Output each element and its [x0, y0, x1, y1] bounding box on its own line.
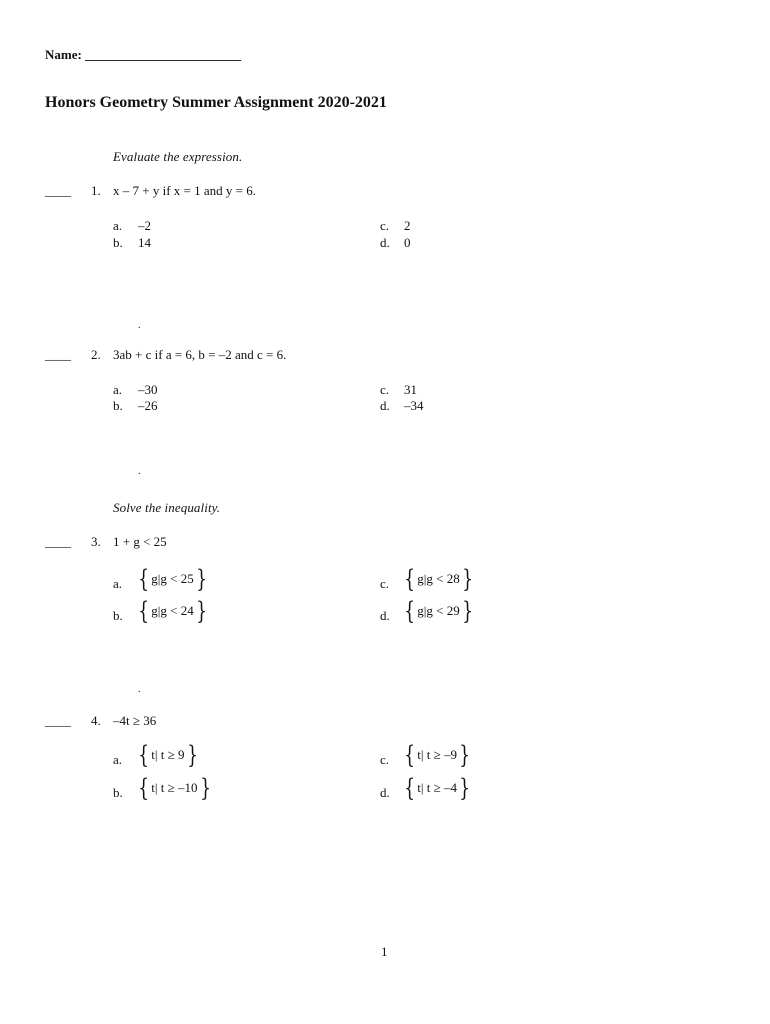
answer-blank: ____ [45, 713, 71, 728]
question-text: 1 + g < 25 [113, 534, 167, 549]
option-letter: a. [113, 218, 123, 233]
left-brace: { [138, 565, 149, 593]
right-brace: } [196, 565, 207, 593]
question-number: 3. [91, 534, 101, 549]
option-value: 2 [404, 218, 411, 233]
right-brace: } [459, 741, 470, 769]
set-notation [136, 599, 209, 623]
separator-dot: . [138, 466, 141, 477]
option-letter: b. [113, 608, 123, 623]
left-brace: { [138, 597, 149, 625]
option-value: g|g < 25 [151, 571, 194, 586]
option-value: t| t ≥ 9 [151, 747, 185, 762]
set-notation [136, 776, 213, 800]
option-letter: c. [380, 382, 390, 397]
question-number: 2. [91, 347, 101, 362]
question-number: 1. [91, 183, 101, 198]
option-letter: c. [380, 218, 390, 233]
option-value: t| t ≥ –9 [417, 747, 457, 762]
left-brace: { [404, 774, 415, 802]
option-value: –34 [404, 398, 424, 413]
page-number: 1 [381, 944, 388, 959]
left-brace: { [138, 741, 149, 769]
option-letter: b. [113, 235, 123, 250]
right-brace: } [462, 597, 473, 625]
question-text: x – 7 + y if x = 1 and y = 6. [113, 183, 256, 198]
left-brace: { [138, 774, 149, 802]
left-brace: { [404, 597, 415, 625]
set-notation [402, 776, 472, 800]
option-letter: a. [113, 576, 123, 591]
option-letter: c. [380, 752, 390, 767]
section-instruction: Evaluate the expression. [113, 149, 243, 164]
question-number: 4. [91, 713, 101, 728]
answer-blank: ____ [45, 347, 71, 362]
option-value: –26 [138, 398, 158, 413]
set-notation [402, 743, 472, 767]
option-letter: b. [113, 398, 123, 413]
answer-blank: ____ [45, 534, 71, 549]
option-value: g|g < 28 [417, 571, 460, 586]
option-letter: d. [380, 398, 390, 413]
separator-dot: . [138, 684, 141, 695]
option-letter: d. [380, 608, 390, 623]
option-letter: d. [380, 235, 390, 250]
option-value: –30 [138, 382, 158, 397]
option-letter: c. [380, 576, 390, 591]
page-title: Honors Geometry Summer Assignment 2020-2021 [45, 94, 387, 111]
option-value: 31 [404, 382, 417, 397]
option-letter: b. [113, 785, 123, 800]
name-field-label: Name: ________________________ [45, 47, 242, 62]
set-notation [136, 567, 209, 591]
separator-dot: . [138, 320, 141, 331]
right-brace: } [462, 565, 473, 593]
set-notation [402, 567, 475, 591]
option-value: g|g < 29 [417, 603, 460, 618]
option-letter: d. [380, 785, 390, 800]
option-value: t| t ≥ –10 [151, 780, 198, 795]
option-value: g|g < 24 [151, 603, 194, 618]
question-text: 3ab + c if a = 6, b = –2 and c = 6. [113, 347, 287, 362]
set-notation [402, 599, 475, 623]
section-instruction: Solve the inequality. [113, 500, 221, 515]
answer-blank: ____ [45, 183, 71, 198]
right-brace: } [199, 774, 211, 802]
option-letter: a. [113, 382, 123, 397]
set-notation [136, 743, 200, 767]
option-value: –2 [138, 218, 151, 233]
option-value: 14 [138, 235, 151, 250]
right-brace: } [186, 741, 198, 769]
right-brace: } [459, 774, 470, 802]
left-brace: { [404, 565, 415, 593]
left-brace: { [404, 741, 415, 769]
option-value: t| t ≥ –4 [417, 780, 457, 795]
right-brace: } [196, 597, 207, 625]
option-letter: a. [113, 752, 123, 767]
question-text: –4t ≥ 36 [113, 713, 157, 728]
option-value: 0 [404, 235, 411, 250]
